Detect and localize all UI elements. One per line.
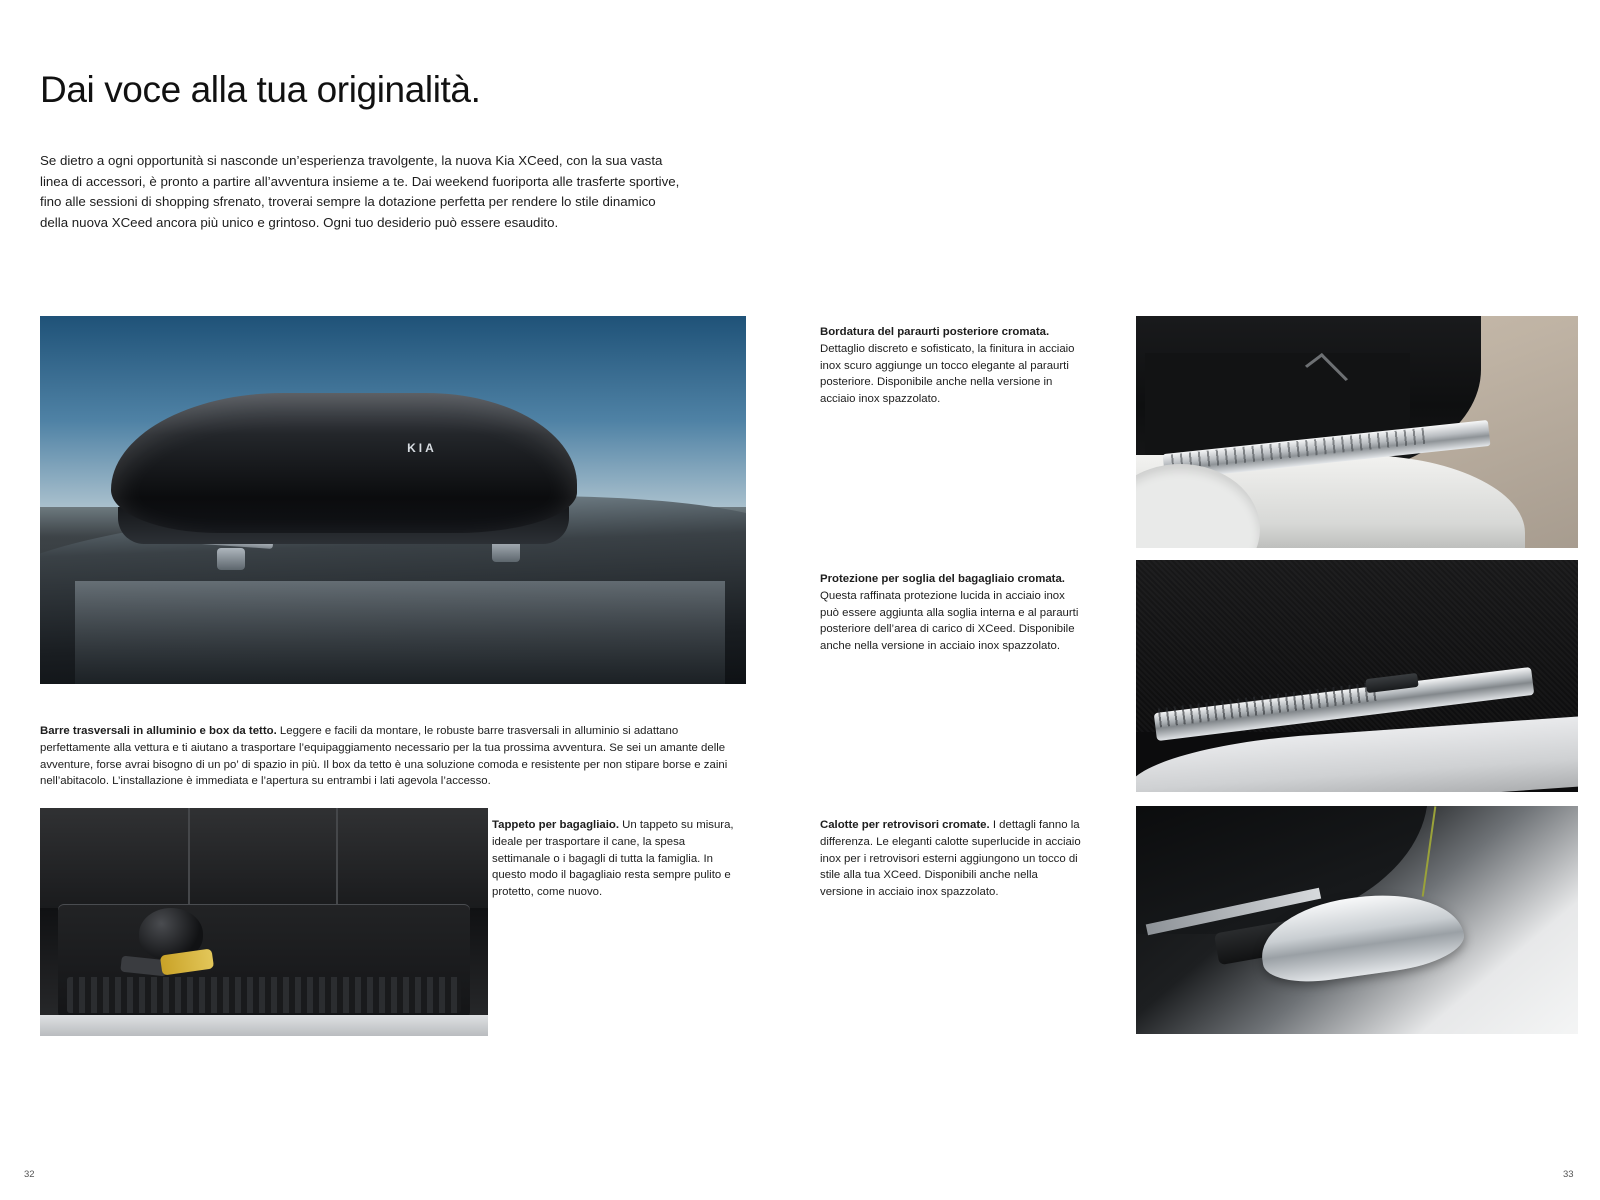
car-window-glass <box>75 581 725 684</box>
image-cargo-mat <box>40 808 488 1036</box>
caption-cargomat-lead: Tappeto per bagagliaio. <box>492 819 619 832</box>
caption-sill <box>820 571 1082 654</box>
seat-seam-right <box>336 808 338 908</box>
image-rear-bumper-trim <box>1136 316 1578 548</box>
caption-mirror <box>820 817 1082 900</box>
page-fold <box>799 0 800 1200</box>
caption-cargomat <box>492 817 746 900</box>
page-title: Dai voce alla tua originalità. <box>40 68 481 110</box>
intro-paragraph: Se dietro a ogni opportunità si nasconde un’esperienza travolgente, la nuova Kia XCeed, con la sua vasta linea di accessori, è pronto a partire all’avventura insieme a te. Dai weekend fuoriporta alle trasferte sportive, fino alle sessioni di shopping sfrenato, troverai sempre la dotazione perfetta per rendere lo stile dinamico della nuova XCeed ancora più unico e grintoso. Ogni tuo desiderio può essere esaudito. <box>40 153 680 230</box>
page-number-right: 33 <box>1563 1169 1574 1180</box>
caption-roofbox-lead: Barre trasversali in alluminio e box da tetto. <box>40 725 277 738</box>
boot-mat-ribs <box>67 977 461 1013</box>
page-number-left: 32 <box>24 1169 35 1180</box>
image-boot-sill-protection <box>1136 560 1578 792</box>
caption-mirror-lead: Calotte per retrovisori cromate. <box>820 819 990 832</box>
caption-cargomat-body: Un tappeto su misura, ideale per trasportare il cane, la spesa settimanale o i bagagli di tutta la famiglia. In questo modo il bagagliaio resta sempre pulito e protetto, come nuovo. <box>492 819 734 898</box>
caption-roofbox <box>40 723 746 789</box>
roof-rail-foot-front <box>217 548 245 570</box>
roofbox-lid <box>111 393 577 533</box>
caption-sill-lead: Protezione per soglia del bagagliaio cromata. <box>820 573 1065 586</box>
caption-bumper-body: Dettaglio discreto e sofisticato, la finitura in acciaio inox scuro aggiunge un tocco elegante al paraurti posteriore. Disponibile anche nella versione in acciaio inox spazzolato. <box>820 342 1075 405</box>
image-roofbox <box>40 316 746 684</box>
car-body-white <box>40 1015 488 1036</box>
kia-logo: KIA <box>407 441 437 456</box>
seat-seam-left <box>188 808 190 908</box>
image-mirror-cap <box>1136 806 1578 1034</box>
caption-sill-body: Questa raffinata protezione lucida in acciaio inox può essere aggiunta alla soglia interna e al paraurti posteriore dell’area di carico di XCeed. Disponibile anche nella versione in acciaio inox spazzolato. <box>820 589 1079 652</box>
caption-bumper <box>820 324 1082 407</box>
caption-bumper-lead: Bordatura del paraurti posteriore cromata. <box>820 326 1050 339</box>
caption-roofbox-body: Leggere e facili da montare, le robuste barre trasversali in alluminio si adattano perfettamente alla vettura e ti aiutano a trasportare l’equipaggiamento necessario per la tua prossima avventura. Se sei un amante delle avventure, forse avrai bisogno di un po’ di spazio in più. Il box da tetto è una soluzione comoda e resistente per non stipare borse e zaini nell’abitacolo. L’installazione è immediata e l’apertura su entrambi i lati agevola l’accesso. <box>40 725 728 788</box>
caption-mirror-body: I dettagli fanno la differenza. Le eleganti calotte superlucide in acciaio inox per i retrovisori esterni aggiungono un tocco di stile alla tua XCeed. Disponibili anche nella versione in acciaio inox spazzolato. <box>820 819 1081 898</box>
rear-seat-backrest <box>40 808 488 908</box>
